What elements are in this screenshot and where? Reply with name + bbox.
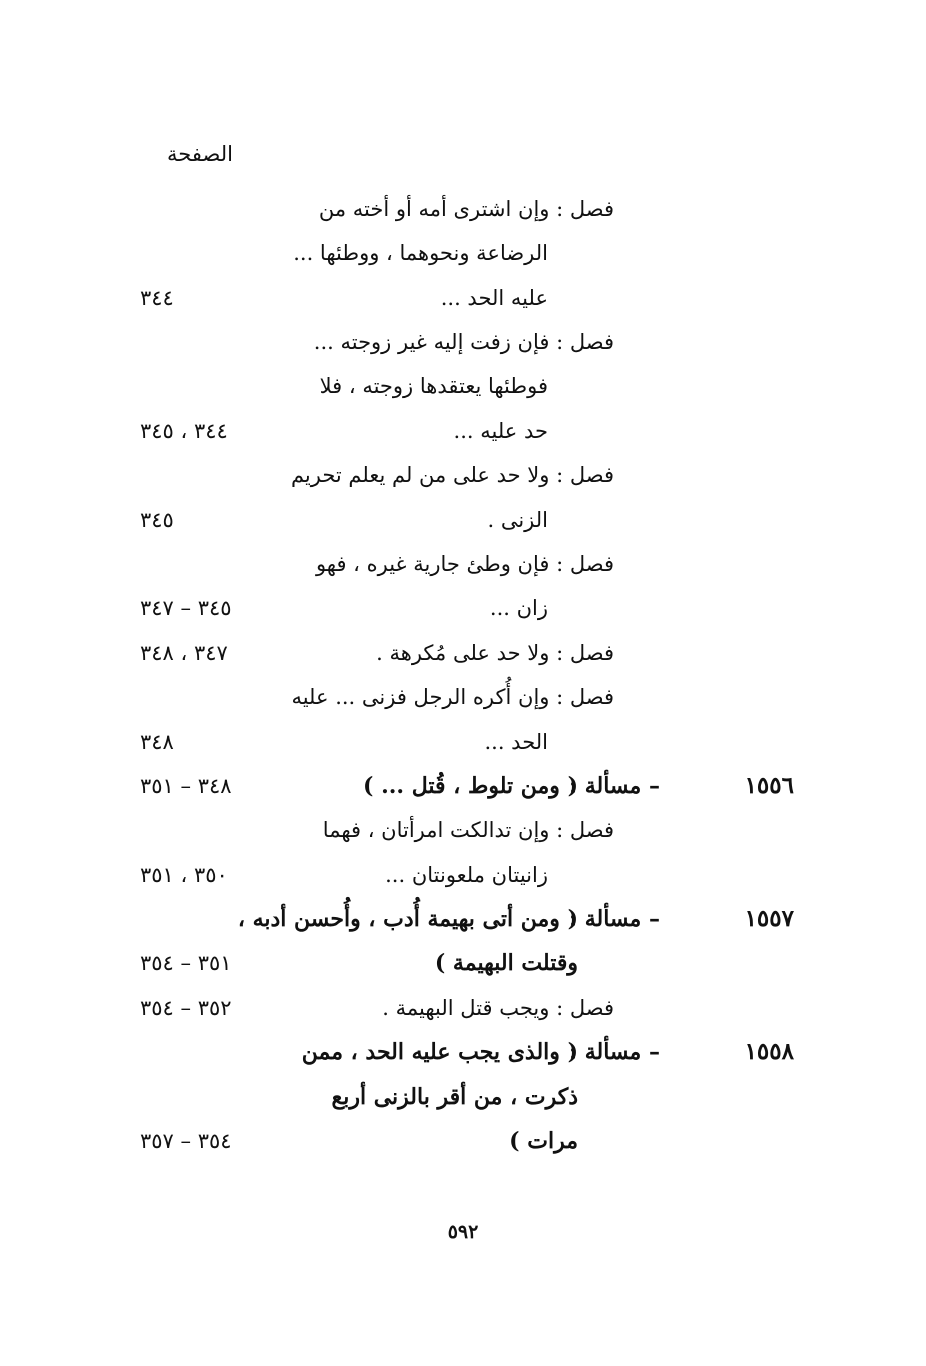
index-entry-text: فصل : وإن اشترى أمه أو أخته من [318,197,614,221]
index-entry-text: فصل : ولا حد على من لم يعلم تحريم [290,463,614,487]
index-entry-text: الرضاعة ونحوهما ، ووطئها ... [293,241,548,265]
masala-text: مرات ) [509,1128,578,1154]
masala-number: ١٥٥٨ [744,1038,794,1065]
index-entry-page: ٣٤٥ [140,508,174,532]
index-entry-page: ٣٤٧ ، ٣٤٨ [140,641,228,665]
index-entry-page: ٣٥١ – ٣٥٤ [140,951,232,975]
index-entry-page: ٣٥٢ – ٣٥٤ [140,996,232,1020]
index-entry-page: ٣٤٨ – ٣٥١ [140,774,232,798]
index-entry-text: فصل : وإن تدالكت امرأتان ، فهما [322,818,614,842]
index-entry-text: حد عليه ... [453,419,548,443]
masala-text: ذكرت ، من أقر بالزنى أربع [331,1084,578,1110]
index-entry-text: فصل : ولا حد على مُكرهة . [376,641,614,665]
index-entry-text: الحد ... [484,730,548,754]
index-entry-page: ٣٤٨ [140,730,174,754]
masala-number: ١٥٥٧ [744,905,794,932]
page-number: ٥٩٢ [447,1221,479,1243]
masala-text: ( والذى يجب عليه الحد ، ممن [301,1039,578,1065]
index-entry-page: ٣٥٤ – ٣٥٧ [140,1129,232,1153]
masala-text: وقتلت البهيمة ) [434,950,578,976]
index-entry-page: ٣٤٥ – ٣٤٧ [140,596,232,620]
masala-text: ( ومن تلوط ، قُتل ... ) [363,773,578,799]
masala-label: – مسألة : [568,1039,660,1065]
index-entry-text: زان ... [489,596,548,620]
index-entry-text: الزنى . [487,508,548,532]
index-entry-page: ٣٤٤ ، ٣٤٥ [140,419,228,443]
index-entry-text: فصل : فإن وطئ جارية غيره ، فهو [315,552,614,576]
page-column-header: الصفحة [167,142,233,166]
index-entry-page: ٣٥٠ ، ٣٥١ [140,863,228,887]
index-entry-page: ٣٤٤ [140,286,174,310]
index-entry-text: فوطئها يعتقدها زوجته ، فلا [319,374,548,398]
masala-text: ( ومن أتى بهيمة أُدب ، وأُحسن أدبه ، [237,906,578,932]
index-entry-text: فصل : فإن زفت إليه غير زوجته ... [313,330,614,354]
masala-label: – مسألة : [568,773,660,799]
index-entry-text: فصل : وإن أُكره الرجل فزنى ... عليه [291,685,614,709]
masala-number: ١٥٥٦ [744,772,794,799]
index-entry-text: زانيتان ملعونتان ... [385,863,548,887]
index-entry-text: فصل : ويجب قتل البهيمة . [382,996,614,1020]
index-entry-text: عليه الحد ... [440,286,548,310]
masala-label: – مسألة : [568,906,660,932]
